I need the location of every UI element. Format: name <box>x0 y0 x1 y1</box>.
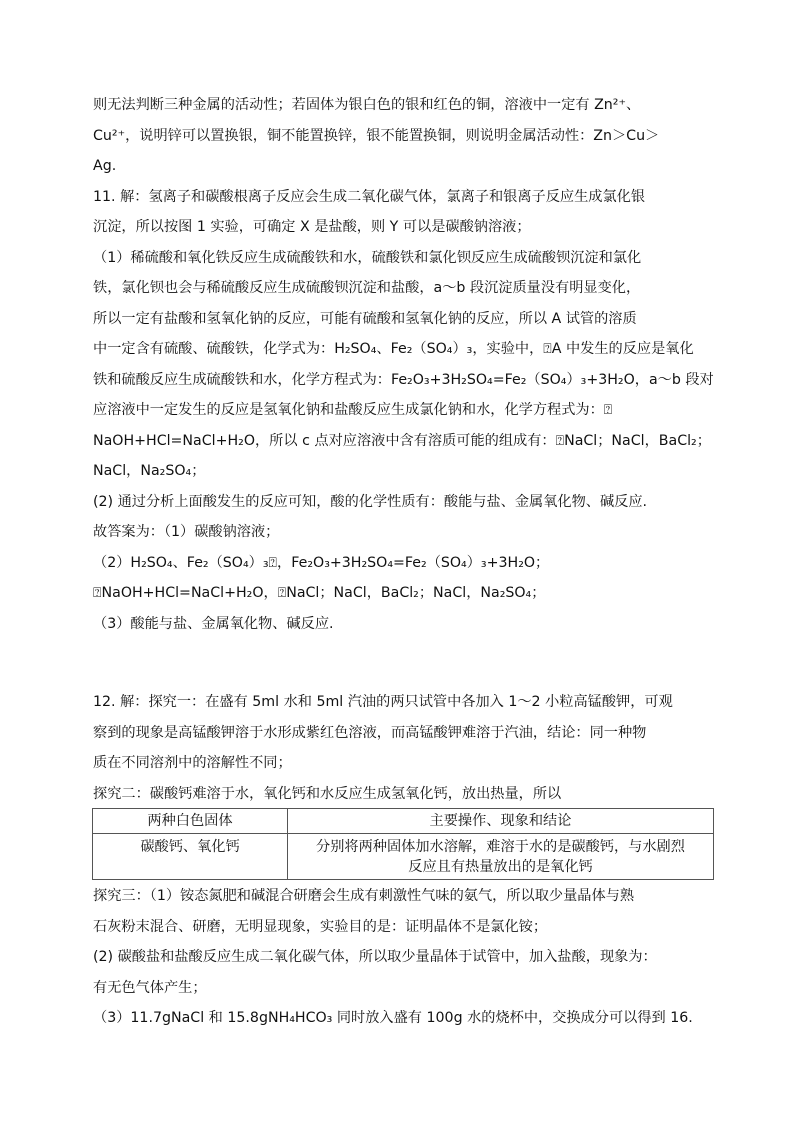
text-line: Cu²⁺，说明锌可以置换银，铜不能置换锌，银不能置换铜，则说明金属活动性：Zn＞Cu＞ <box>93 127 660 144</box>
text-line: 中一定含有硫酸、硫酸铁，化学式为：H₂SO₄、Fe₂（SO₄）₃，实验中，⍰A 中发生的反应是氧化 <box>93 341 694 357</box>
table-row <box>93 834 714 880</box>
text-line: 11. 解：氢离子和碳酸根离子反应会生成二氧化碳气体，氯离子和银离子反应生成氯化银 <box>93 188 646 205</box>
answer-block-bottom <box>93 881 718 1034</box>
text-line: NaOH+HCl=NaCl+H₂O，所以 c 点对应溶液中含有溶质可能的组成有：⍰NaCl；NaCl，BaCl₂； <box>93 432 711 449</box>
text-line: 察到的现象是高锰酸钾溶于水形成紫红色溶液，而高锰酸钾难溶于汽油，结论：同一种物 <box>93 724 647 741</box>
table-header-cell: 两种白色固体 <box>93 809 288 834</box>
text-line: 石灰粉末混合、研磨，无明显现象，实验目的是：证明晶体不是氯化铵； <box>93 918 548 935</box>
text-line: 故答案为：（1）碳酸钠溶液； <box>93 524 280 540</box>
text-line: Ag. <box>93 158 117 174</box>
text-line: 有无色气体产生； <box>93 979 207 996</box>
text-line: 铁，氯化钡也会与稀硫酸反应生成硫酸钡沉淀和盐酸，a～b 段沉淀质量没有明显变化， <box>93 280 641 296</box>
text-line: 则无法判断三种金属的活动性；若固体为银白色的银和红色的铜，溶液中一定有 Zn²⁺、 <box>93 97 641 113</box>
text-line: （3）酸能与盐、金属氧化物、碱反应. <box>93 615 334 632</box>
table-header-cell: 主要操作、现象和结论 <box>288 809 714 834</box>
answer-block-q12 <box>93 687 718 809</box>
table-cell-result <box>288 834 714 880</box>
text-line: 所以一定有盐酸和氢氧化钠的反应，可能有硫酸和氢氧化钠的反应，所以 A 试管的溶质 <box>93 310 637 327</box>
answer-block-top <box>93 90 718 639</box>
text-line: （3）11.7gNaCl 和 15.8gNH₄HCO₃ 同时放入盛有 100g 水的烧杯中，交换成分可以得到 16. <box>93 1010 693 1026</box>
table-header-row <box>93 809 714 834</box>
text-line: 应溶液中一定发生的反应是氢氧化钠和盐酸反应生成氯化钠和水，化学方程式为：⍰ <box>93 402 613 418</box>
table-cell-solids: 碳酸钙、氧化钙 <box>93 834 288 880</box>
solids-table <box>92 808 714 880</box>
text-line: 探究二：碳酸钙难溶于水，氧化钙和水反应生成氢氧化钙，放出热量，所以 <box>93 785 562 802</box>
text-line: （1）稀硫酸和氧化铁反应生成硫酸铁和水，硫酸铁和氯化钡反应生成硫酸钡沉淀和氯化 <box>93 249 642 266</box>
text-line: 质在不同溶剂中的溶解性不同； <box>93 755 292 771</box>
text-line: 12. 解：探究一：在盛有 5ml 水和 5ml 汽油的两只试管中各加入 1～2 小粒高锰酸钾，可观 <box>93 694 673 710</box>
text-line: (2) 通过分析上面酸发生的反应可知，酸的化学性质有：酸能与盐、金属氧化物、碱反应. <box>93 493 648 510</box>
table-cell-line: 分别将两种固体加水溶解，难溶于水的是碳酸钙，与水剧烈 <box>316 839 685 855</box>
text-line: 沉淀，所以按图 1 实验，可确定 X 是盐酸，则 Y 可以是碳酸钠溶液； <box>93 219 531 235</box>
text-line: （2）H₂SO₄、Fe₂（SO₄）₃⍰，Fe₂O₃+3H₂SO₄=Fe₂（SO₄）₃+3H₂O； <box>93 554 550 571</box>
table-cell-line: 反应且有热量放出的是氧化钙 <box>408 859 593 875</box>
text-line: 探究三：（1）铵态氮肥和碱混合研磨会生成有刺激性气味的氨气，所以取少量晶体与熟 <box>93 888 635 904</box>
text-line: NaCl，Na₂SO₄； <box>93 463 206 479</box>
text-line: (2) 碳酸盐和盐酸反应生成二氧化碳气体，所以取少量晶体于试管中，加入盐酸，现象为： <box>93 949 657 965</box>
text-line: ⍰NaOH+HCl=NaCl+H₂O，⍰NaCl；NaCl，BaCl₂；NaCl，Na₂SO₄； <box>93 585 546 601</box>
text-line: 铁和硫酸反应生成硫酸铁和水，化学方程式为：Fe₂O₃+3H₂SO₄=Fe₂（SO₄）₃+3H₂O，a～b 段对 <box>93 371 714 388</box>
